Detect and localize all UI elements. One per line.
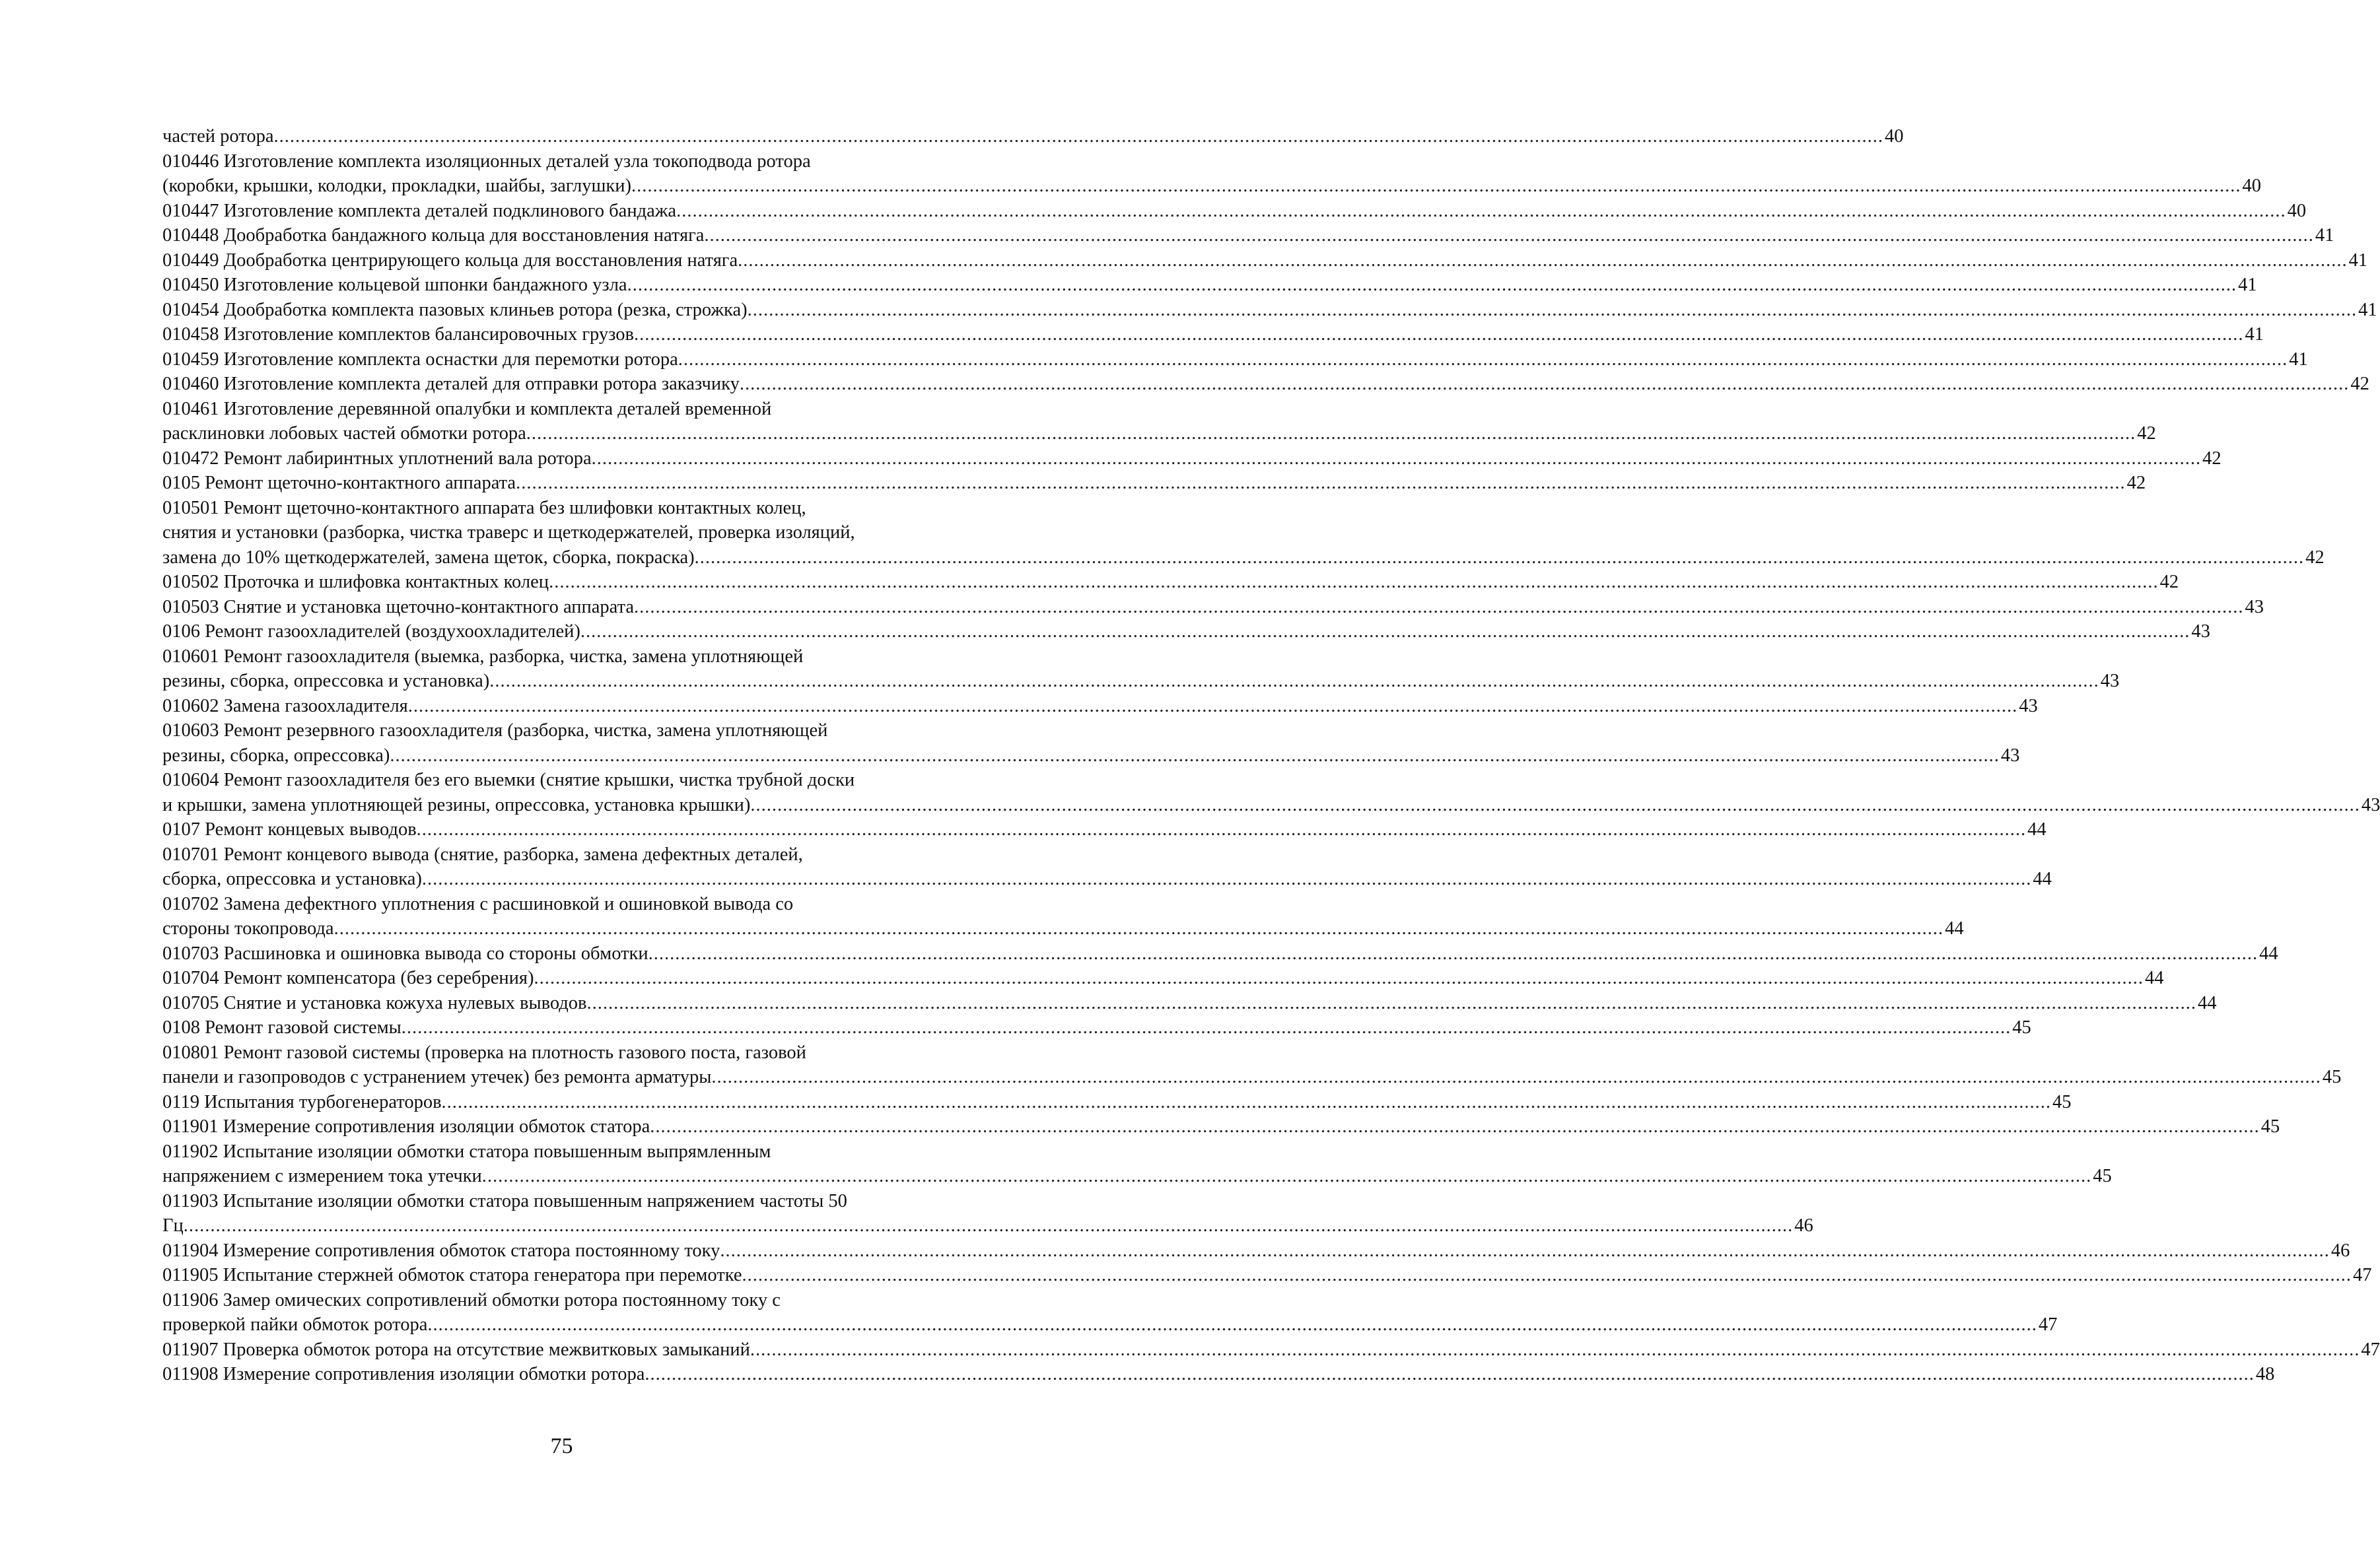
toc-entry bbox=[162, 124, 1904, 149]
dot-leader bbox=[526, 421, 2136, 446]
toc-entry-page: 44 bbox=[2144, 968, 2164, 988]
toc-entry bbox=[162, 223, 2334, 248]
toc-entry-text: 010603 Ремонт резервного газоохладителя (разборка, чистка, замена уплотняющей bbox=[162, 720, 828, 741]
toc-entry-text: 010460 Изготовление комплекта деталей для отправки ротора заказчику bbox=[162, 374, 740, 394]
toc-entry-text: 010601 Ремонт газоохладителя (выемка, разборка, чистка, замена уплотняющей bbox=[162, 646, 804, 667]
toc-entry bbox=[162, 1362, 2275, 1387]
toc-entry bbox=[162, 867, 2052, 892]
toc-entry-text: проверкой пайки обмоток ротора bbox=[162, 1314, 428, 1335]
toc-entry-page: 47 bbox=[2038, 1314, 2058, 1335]
toc-entry-text: 010501 Ремонт щеточно-контактного аппарата без шлифовки контактных колец, bbox=[162, 497, 806, 518]
toc-entry bbox=[162, 199, 2307, 224]
toc-entry-text: Гц bbox=[162, 1215, 184, 1236]
dot-leader bbox=[750, 793, 2360, 818]
dot-leader bbox=[695, 545, 2305, 570]
toc-entry bbox=[162, 520, 976, 545]
dot-leader bbox=[627, 273, 2237, 298]
toc-entry bbox=[162, 1015, 2031, 1040]
toc-entry-page: 43 bbox=[2361, 794, 2380, 815]
toc-entry-text: и крышки, замена уплотняющей резины, опрессовка, установка крышки) bbox=[162, 794, 751, 815]
toc-entry-text: 011907 Проверка обмоток ротора на отсутствие межвитковых замыканий bbox=[162, 1339, 750, 1360]
toc-entry-text: напряжением с измерением тока утечки bbox=[162, 1166, 482, 1186]
toc-entry-text: 010704 Ремонт компенсатора (без серебрения) bbox=[162, 968, 534, 988]
toc-entry-text: 011903 Испытание изоляции обмотки статора повышенным напряжением частоты 50 bbox=[162, 1190, 847, 1211]
dot-leader bbox=[417, 817, 2027, 842]
toc-entry-page: 47 bbox=[2353, 1265, 2372, 1285]
toc-entry bbox=[162, 1065, 2342, 1090]
toc-entry-page: 41 bbox=[2245, 324, 2264, 345]
toc-entry-page: 43 bbox=[2245, 596, 2264, 617]
toc-entry-text: 010458 Изготовление комплектов балансировочных грузов bbox=[162, 324, 634, 345]
toc-entry-page: 46 bbox=[1794, 1215, 1813, 1236]
toc-entry-page: 48 bbox=[2255, 1364, 2275, 1384]
toc-entry bbox=[162, 619, 2210, 644]
toc-entry-page: 43 bbox=[2000, 745, 2020, 766]
toc-entry bbox=[162, 446, 2222, 471]
toc-entry-page: 41 bbox=[2289, 349, 2308, 370]
toc-entry bbox=[162, 916, 1964, 941]
toc-entry-text: 011904 Измерение сопротивления обмоток статора постоянному току bbox=[162, 1240, 720, 1261]
toc-entry-page: 45 bbox=[2052, 1091, 2072, 1112]
dot-leader bbox=[645, 1362, 2255, 1387]
table-of-contents bbox=[162, 124, 2380, 1387]
toc-entry-text: 010703 Расшиновка и ошиновка вывода со стороны обмотки bbox=[162, 943, 648, 964]
toc-entry-page: 43 bbox=[2100, 671, 2120, 691]
toc-entry bbox=[162, 892, 976, 917]
toc-entry-page: 44 bbox=[1945, 918, 1964, 939]
toc-entry bbox=[162, 1040, 976, 1066]
toc-entry-text: 0107 Ремонт концевых выводов bbox=[162, 819, 417, 840]
dot-leader bbox=[592, 446, 2202, 471]
dot-leader bbox=[549, 570, 2159, 595]
dot-leader bbox=[402, 1015, 2012, 1040]
dot-leader bbox=[631, 174, 2241, 199]
toc-entry-text: 010472 Ремонт лабиринтных уплотнений вала ротора bbox=[162, 448, 592, 469]
toc-entry-page: 44 bbox=[2198, 992, 2217, 1013]
dot-leader bbox=[587, 991, 2197, 1016]
dot-leader bbox=[748, 298, 2358, 323]
toc-entry bbox=[162, 421, 2156, 446]
toc-entry bbox=[162, 595, 2264, 620]
dot-leader bbox=[516, 471, 2126, 496]
toc-entry bbox=[162, 174, 2262, 199]
toc-entry-page: 45 bbox=[2260, 1116, 2280, 1137]
toc-entry bbox=[162, 1263, 2372, 1288]
toc-entry-page: 42 bbox=[2305, 547, 2325, 568]
dot-leader bbox=[738, 248, 2348, 273]
dot-leader bbox=[422, 867, 2032, 892]
toc-entry bbox=[162, 991, 2217, 1016]
dot-leader bbox=[427, 1312, 2037, 1338]
toc-entry bbox=[162, 471, 2146, 496]
toc-entry-page: 41 bbox=[2348, 250, 2368, 271]
dot-leader bbox=[720, 1238, 2330, 1264]
toc-entry-text: резины, сборка, опрессовка и установка) bbox=[162, 671, 490, 691]
toc-entry-text: 010454 Дообработка комплекта пазовых клиньев ротора (резка, строжка) bbox=[162, 299, 748, 320]
toc-entry-text: 010503 Снятие и установка щеточно-контактного аппарата bbox=[162, 596, 635, 617]
toc-entry bbox=[162, 1189, 976, 1214]
toc-entry bbox=[162, 298, 2377, 323]
toc-entry bbox=[162, 793, 2380, 818]
toc-entry-page: 47 bbox=[2361, 1339, 2380, 1360]
toc-entry-text: (коробки, крышки, колодки, прокладки, шайбы, заглушки) bbox=[162, 176, 632, 196]
toc-entry-page: 42 bbox=[2159, 572, 2179, 592]
toc-entry-page: 45 bbox=[2322, 1067, 2342, 1087]
toc-entry-text: 010448 Дообработка бандажного кольца для восстановления натяга bbox=[162, 225, 705, 246]
dot-leader bbox=[184, 1213, 1794, 1238]
toc-entry-text: замена до 10% щеткодержателей, замена щеток, сборка, покраска) bbox=[162, 547, 695, 568]
dot-leader bbox=[390, 743, 2000, 768]
toc-entry-text: 010450 Изготовление кольцевой шпонки бандажного узла bbox=[162, 275, 627, 295]
toc-entry-text: 011906 Замер омических сопротивлений обмотки ротора постоянному току с bbox=[162, 1289, 781, 1310]
toc-entry-page: 44 bbox=[2027, 819, 2047, 840]
toc-entry bbox=[162, 248, 2368, 273]
toc-entry-page: 44 bbox=[2259, 943, 2278, 964]
toc-entry-text: 0119 Испытания турбогенераторов bbox=[162, 1091, 442, 1112]
toc-entry-text: 010705 Снятие и установка кожуха нулевых выводов bbox=[162, 992, 587, 1013]
dot-leader bbox=[676, 199, 2286, 224]
toc-entry bbox=[162, 1312, 2058, 1338]
dot-leader bbox=[711, 1065, 2321, 1090]
toc-entry bbox=[162, 1114, 2280, 1139]
toc-entry-text: стороны токопровода bbox=[162, 918, 334, 939]
toc-entry bbox=[162, 966, 2164, 991]
dot-leader bbox=[742, 1263, 2352, 1288]
toc-entry-page: 46 bbox=[2330, 1240, 2350, 1261]
toc-entry-text: 0108 Ремонт газовой системы bbox=[162, 1017, 402, 1038]
toc-entry-text: 010701 Ремонт концевого вывода (снятие, разборка, замена дефектных деталей, bbox=[162, 844, 803, 865]
page-number: 75 bbox=[550, 1434, 573, 1458]
toc-entry bbox=[162, 1164, 2112, 1189]
toc-entry-page: 42 bbox=[2202, 448, 2222, 469]
toc-entry bbox=[162, 322, 2264, 347]
dot-leader bbox=[442, 1090, 2052, 1115]
toc-entry-text: 010446 Изготовление комплекта изоляционных деталей узла токоподвода ротора bbox=[162, 151, 811, 172]
toc-entry bbox=[162, 496, 976, 521]
dot-leader bbox=[580, 619, 2190, 644]
toc-entry-text: 010449 Дообработка центрирующего кольца для восстановления натяга bbox=[162, 250, 738, 271]
dot-leader bbox=[650, 1114, 2260, 1139]
dot-leader bbox=[648, 941, 2258, 967]
dot-leader bbox=[273, 124, 1883, 149]
toc-entry bbox=[162, 372, 2369, 397]
toc-entry-text: 011902 Испытание изоляции обмотки статора повышенным выпрямленным bbox=[162, 1141, 771, 1162]
toc-entry-text: 010801 Ремонт газовой системы (проверка на плотность газового поста, газовой bbox=[162, 1042, 806, 1063]
toc-entry-text: 0106 Ремонт газоохладителей (воздухоохладителей) bbox=[162, 621, 580, 642]
dot-leader bbox=[678, 347, 2288, 372]
dot-leader bbox=[334, 916, 1944, 941]
toc-entry-page: 42 bbox=[2350, 374, 2369, 394]
dot-leader bbox=[634, 595, 2244, 620]
toc-entry bbox=[162, 842, 976, 867]
toc-entry-page: 43 bbox=[2191, 621, 2210, 642]
toc-entry-page: 45 bbox=[2012, 1017, 2031, 1038]
toc-entry bbox=[162, 273, 2257, 298]
toc-entry-page: 40 bbox=[2287, 200, 2307, 221]
toc-entry-text: 010502 Проточка и шлифовка контактных колец bbox=[162, 572, 549, 592]
toc-entry bbox=[162, 1139, 976, 1165]
dot-leader bbox=[534, 966, 2144, 991]
toc-entry-page: 45 bbox=[2093, 1166, 2112, 1186]
dot-leader bbox=[482, 1164, 2092, 1189]
dot-leader bbox=[489, 669, 2099, 694]
dot-leader bbox=[704, 223, 2314, 248]
toc-entry bbox=[162, 397, 976, 422]
toc-entry bbox=[162, 1213, 1813, 1238]
toc-entry-page: 40 bbox=[2242, 176, 2262, 196]
toc-entry bbox=[162, 817, 2047, 842]
toc-entry-page: 42 bbox=[2137, 423, 2156, 444]
toc-entry bbox=[162, 1288, 976, 1313]
toc-entry bbox=[162, 347, 2308, 372]
toc-entry-text: сборка, опрессовка и установка) bbox=[162, 869, 422, 889]
toc-entry-text: 010461 Изготовление деревянной опалубки и комплекта деталей временной bbox=[162, 398, 772, 419]
toc-entry bbox=[162, 149, 976, 174]
toc-entry bbox=[162, 1338, 2380, 1363]
toc-entry bbox=[162, 743, 2020, 768]
toc-entry-text: расклиновки лобовых частей обмотки ротора bbox=[162, 423, 526, 444]
toc-entry-text: 010447 Изготовление комплекта деталей подклинового бандажа bbox=[162, 200, 677, 221]
toc-entry-text: резины, сборка, опрессовка) bbox=[162, 745, 390, 766]
dot-leader bbox=[750, 1338, 2360, 1363]
toc-entry-text: 0105 Ремонт щеточно-контактного аппарата bbox=[162, 473, 516, 493]
toc-entry-text: 010602 Замена газоохладителя bbox=[162, 695, 408, 716]
toc-entry bbox=[162, 644, 976, 669]
toc-entry-text: 011905 Испытание стержней обмоток статора генератора при перемотке bbox=[162, 1265, 742, 1285]
toc-entry-page: 44 bbox=[2033, 869, 2052, 889]
toc-entry bbox=[162, 718, 976, 743]
toc-entry bbox=[162, 768, 976, 793]
toc-entry-text: снятия и установки (разборка, чистка траверс и щеткодержателей, проверка изоляций, bbox=[162, 522, 855, 543]
toc-entry-page: 41 bbox=[2315, 225, 2334, 246]
toc-entry-text: 010604 Ремонт газоохладителя без его выемки (снятие крышки, чистка трубной доски bbox=[162, 770, 855, 790]
toc-entry bbox=[162, 669, 2120, 694]
toc-entry-text: 010459 Изготовление комплекта оснастки для перемотки ротора bbox=[162, 349, 678, 370]
toc-entry-page: 40 bbox=[1884, 126, 1904, 147]
toc-entry-text: 011901 Измерение сопротивления изоляции обмоток статора bbox=[162, 1116, 650, 1137]
dot-leader bbox=[634, 322, 2244, 347]
toc-entry-text: 011908 Измерение сопротивления изоляции обмотки ротора bbox=[162, 1364, 645, 1384]
toc-entry bbox=[162, 941, 2278, 967]
toc-entry-text: частей ротора bbox=[162, 126, 274, 147]
dot-leader bbox=[740, 372, 2350, 397]
toc-entry-page: 42 bbox=[2126, 473, 2146, 493]
toc-entry bbox=[162, 1238, 2350, 1264]
toc-entry bbox=[162, 545, 2325, 570]
toc-entry-text: 010702 Замена дефектного уплотнения с расшиновкой и ошиновкой вывода со bbox=[162, 893, 794, 914]
dot-leader bbox=[408, 694, 2018, 719]
toc-entry-page: 41 bbox=[2358, 299, 2377, 320]
toc-entry-page: 41 bbox=[2238, 275, 2257, 295]
toc-entry-text: панели и газопроводов с устранением утечек) без ремонта арматуры bbox=[162, 1067, 712, 1087]
toc-entry-page: 43 bbox=[2019, 695, 2038, 716]
toc-entry bbox=[162, 570, 2179, 595]
toc-entry bbox=[162, 1090, 2072, 1115]
toc-entry bbox=[162, 694, 2038, 719]
